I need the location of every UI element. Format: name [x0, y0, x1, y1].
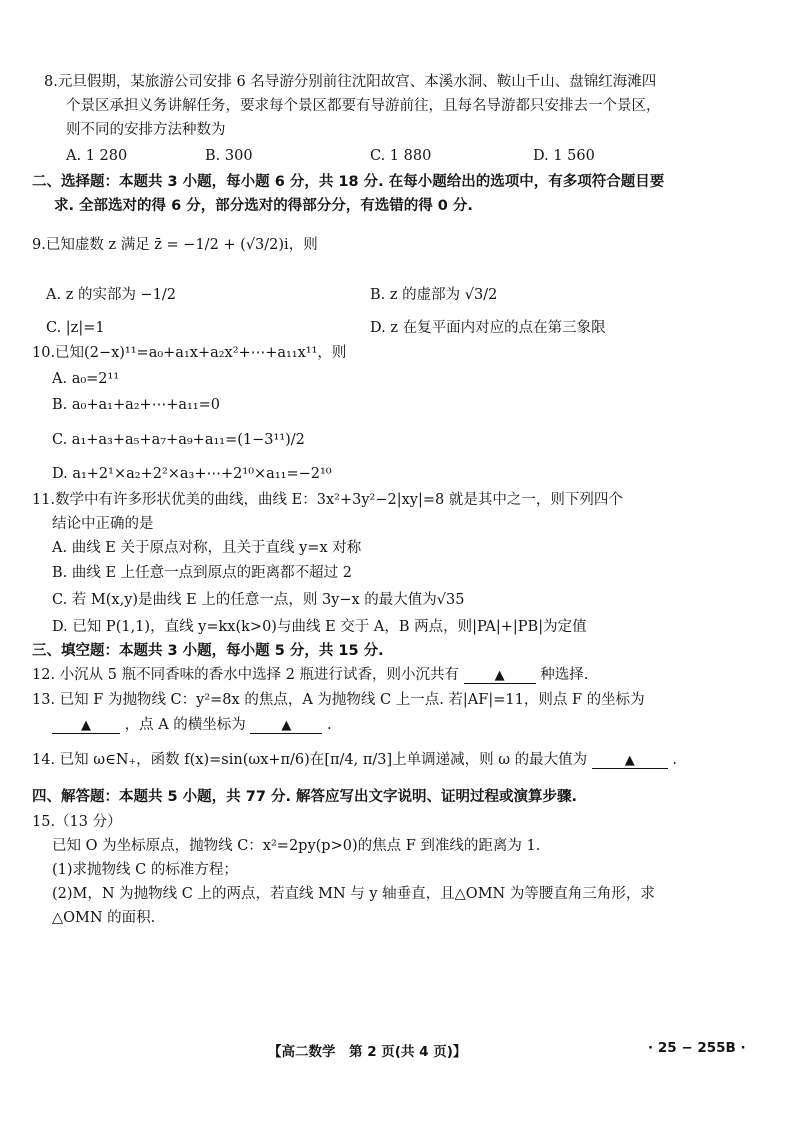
q15-part-1: (1)求抛物线 C 的标准方程；: [52, 862, 238, 878]
section-2-heading: 二、选择题：本题共 3 小题，每小题 6 分，共 18 分. 在每小题给出的选项中，有多项符合题目要: [32, 174, 665, 190]
q11-option-d: D. 已知 P(1,1)，直线 y=kx(k>0)与曲线 E 交于 A，B 两点，则|PA|+|PB|为定值: [52, 619, 587, 635]
q15-header: 15.（13 分）: [32, 814, 122, 830]
q9-stem: 9.已知虚数 z 满足 z̄ = −1/2 + (√3/2)i，则: [32, 237, 318, 253]
blank-mark-icon: ▲: [81, 718, 91, 733]
q13-text-mid: ，点 A 的横坐标为: [124, 717, 246, 733]
section-4-heading: 四、解答题：本题共 5 小题，共 77 分. 解答应写出文字说明、证明过程或演算步骤.: [32, 789, 578, 805]
blank-mark-icon: ▲: [494, 668, 505, 683]
q11-option-b: B. 曲线 E 上任意一点到原点的距离都不超过 2: [52, 565, 353, 581]
q10-stem: 10.已知(2−x)¹¹=a₀+a₁x+a₂x²+⋯+a₁₁x¹¹，则: [32, 345, 347, 361]
q11-option-c: C. 若 M(x,y)是曲线 E 上的任意一点，则 3y−x 的最大值为√35: [52, 592, 465, 608]
q9-option-d: D. z 在复平面内对应的点在第三象限: [370, 320, 606, 336]
q9-option-c: C. |z|=1: [46, 320, 105, 336]
q11-option-a: A. 曲线 E 关于原点对称，且关于直线 y=x 对称: [52, 540, 362, 556]
page-footer: 【高二数学 第 2 页(共 4 页)】: [268, 1044, 467, 1060]
q8-line-1: 8.元旦假期，某旅游公司安排 6 名导游分别前往沈阳故宫、本溪水洞、鞍山千山、盘锦红海滩四: [44, 74, 657, 90]
q10-option-b: B. a₀+a₁+a₂+⋯+a₁₁=0: [52, 397, 220, 413]
q14-line: [32, 750, 677, 770]
q8-option-b: B. 300: [205, 148, 253, 164]
q15-part-2-line-1: (2)M，N 为抛物线 C 上的两点，若直线 MN 与 y 轴垂直，且△OMN 为等腰直角三角形，求: [52, 886, 655, 902]
q15-stem: 已知 O 为坐标原点，抛物线 C：x²=2py(p>0)的焦点 F 到准线的距离为 1.: [52, 838, 541, 854]
blank-mark-icon: ▲: [624, 753, 635, 768]
q13-line-1: 13. 已知 F 为抛物线 C：y²=8x 的焦点，A 为抛物线 C 上一点. 若|AF|=11，则点 F 的坐标为: [32, 692, 645, 708]
q9-option-b: B. z 的虚部为 √3/2: [370, 287, 498, 303]
q13-answer-blank-2[interactable]: [250, 715, 322, 734]
q8-option-d: D. 1 560: [533, 148, 595, 164]
q14-text: 14. 已知 ω∈N₊，函数 f(x)=sin(ωx+π/6)在[π/4, π/3]上单调递减，则 ω 的最大值为: [32, 752, 588, 768]
q12-answer-blank[interactable]: [464, 665, 536, 684]
q8-option-c: C. 1 880: [370, 148, 432, 164]
q11-line-1: 11.数学中有许多形状优美的曲线，曲线 E：3x²+3y²−2|xy|=8 就是其中之一，则下列四个: [32, 492, 623, 508]
q14-answer-blank[interactable]: [592, 750, 668, 769]
q14-text-end: .: [672, 752, 677, 768]
q9-option-a: A. z 的实部为 −1/2: [46, 287, 177, 303]
q11-line-2: 结论中正确的是: [52, 516, 154, 532]
q10-option-c: C. a₁+a₃+a₅+a₇+a₉+a₁₁=(1−3¹¹)/2: [52, 432, 305, 448]
q8-option-a: A. 1 280: [66, 148, 128, 164]
q13-answer-blank-1[interactable]: [52, 715, 120, 734]
q13-line-2: [52, 715, 332, 735]
q12-text-end: 种选择.: [540, 667, 589, 683]
q15-part-2-line-2: △OMN 的面积.: [52, 910, 156, 926]
q12-text: 12. 小沉从 5 瓶不同香味的香水中选择 2 瓶进行试香，则小沉共有: [32, 667, 460, 683]
q12-line: [32, 665, 588, 685]
q10-option-a: A. a₀=2¹¹: [52, 371, 120, 387]
q8-line-2: 个景区承担义务讲解任务，要求每个景区都要有导游前往，且每名导游都只安排去一个景区，: [66, 98, 661, 114]
blank-mark-icon: ▲: [281, 718, 292, 733]
q8-line-3: 则不同的安排方法种数为: [66, 122, 226, 138]
section-3-heading: 三、填空题：本题共 3 小题，每小题 5 分，共 15 分.: [32, 643, 384, 659]
q10-option-d: D. a₁+2¹×a₂+2²×a₃+⋯+2¹⁰×a₁₁=−2¹⁰: [52, 466, 332, 482]
q13-text-end: .: [327, 717, 332, 733]
section-2-heading-cont: 求. 全部选对的得 6 分，部分选对的得部分分，有选错的得 0 分.: [54, 198, 473, 214]
paper-code: · 25 − 255B ·: [648, 1040, 746, 1056]
